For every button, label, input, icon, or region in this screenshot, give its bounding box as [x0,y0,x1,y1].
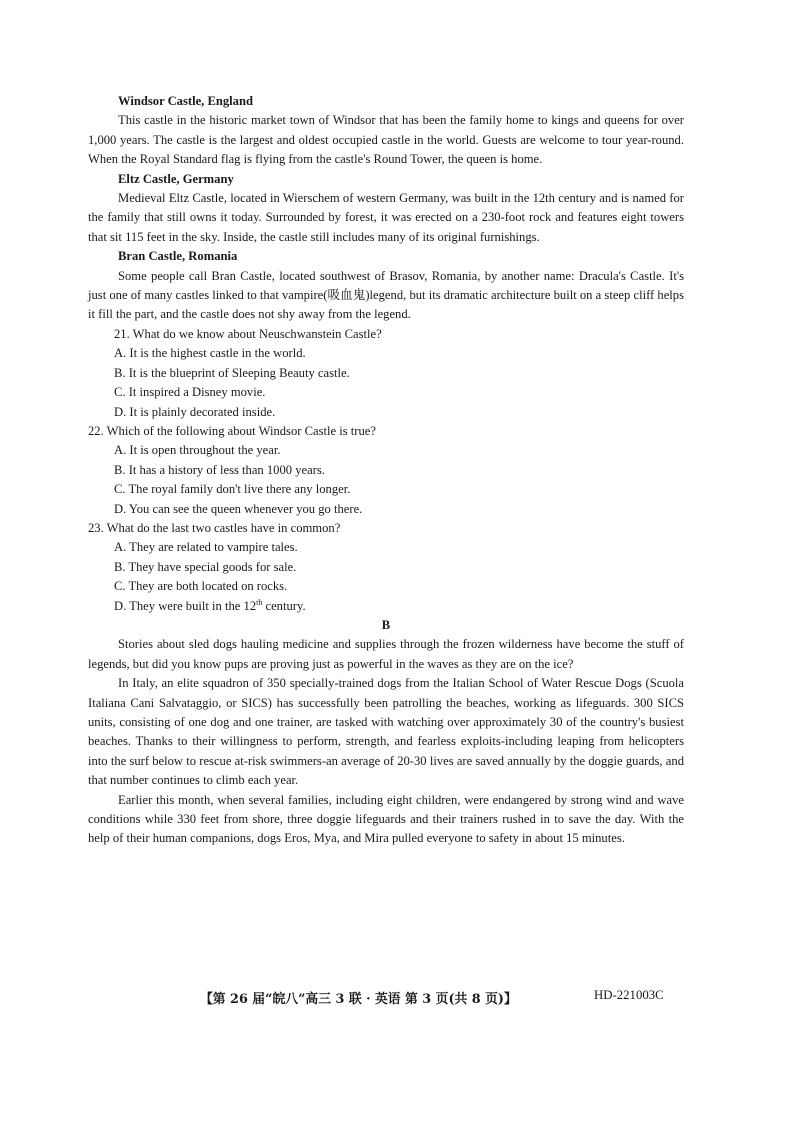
q23-option-d-tail: century. [262,598,306,613]
windsor-text: This castle in the historic market town of Windsor that has been the family home to kings and queens for over 1,000 years. The castle is the largest and oldest occupied castle in the world. Guests are welcome to tour year-round. When the Royal Standard flag is flying from the castle's Round Tower, the queen is home. [88,113,684,167]
q23-option-a: A. They are related to vampire tales. [114,540,298,555]
q23-option-d [114,597,684,616]
bran-heading: Bran Castle, Romania [118,249,238,264]
q21-option-d: D. It is plainly decorated inside. [114,404,276,419]
exam-code: HD-221003C [594,988,664,1002]
section-b-label: B [381,617,391,632]
windsor-heading: Windsor Castle, England [118,94,253,108]
eltz-heading: Eltz Castle, Germany [118,171,234,186]
q21-option-a: A. It is the highest castle in the world. [114,346,306,361]
question-21: 21. What do we know about Neuschwanstein Castle? [114,326,382,341]
q23-option-d-superscript: th [256,597,263,607]
section-b-paragraph-1: Stories about sled dogs hauling medicine and supplies through the frozen wilderness have become the stuff of legends, but did you know pups are proving just as powerful in the waves as they are on the ice? [88,637,684,671]
q22-option-c: C. The royal family don't live there any longer. [114,482,351,497]
section-b-paragraph-3: Earlier this month, when several families, including eight children, were endangered by strong wind and wave conditions while 330 feet from shore, three doggie lifeguards and their trainers rushed in to save the day. With the help of their human companions, dogs Eros, Mya, and Mira pulled everyone to safety in about 15 minutes. [88,792,684,846]
bran-text: Some people call Bran Castle, located southwest of Brasov, Romania, by another name: Dracula's Castle. It's just one of many castles linked to that vampire(吸血鬼)legend, but its dramatic architecture built on a steep cliff helps it fill the part, and the castle does not shy away from the legend. [88,268,684,322]
question-23: 23. What do the last two castles have in common? [88,520,341,535]
q21-option-c: C. It inspired a Disney movie. [114,385,266,400]
exam-page [88,92,684,849]
question-22: 22. Which of the following about Windsor Castle is true? [88,423,376,438]
q23-option-b: B. They have special goods for sale. [114,559,297,574]
q22-option-a: A. It is open throughout the year. [114,443,281,458]
q22-option-d: D. You can see the queen whenever you go there. [114,501,363,516]
page-footer: 【第 26 届“皖八”高三 3 联 · 英语 第 3 页(共 8 页)】 [200,992,517,1007]
q22-option-b: B. It has a history of less than 1000 years. [114,462,325,477]
eltz-text: Medieval Eltz Castle, located in Wierschem of western Germany, was built in the 12th century and is named for the family that still owns it today. Surrounded by forest, it was erected on a 230-foot rock and features eight towers that sit 115 feet in the sky. Inside, the castle still includes many of its original furnishings. [88,191,684,244]
q23-option-d-text: D. They were built in the 12 [114,598,257,613]
q23-option-c: C. They are both located on rocks. [114,579,288,594]
section-b-paragraph-2: In Italy, an elite squadron of 350 specially-trained dogs from the Italian School of Water Rescue Dogs (Scuola Italiana Cani Salvataggio, or SICS) has successfully been patrolling the beaches, working as lifeguards. 300 SICS units, consisting of one dog and one trainer, are tasked with watching over approximately 30 of the country's busiest beaches. Thanks to their willingness to perform, strength, and fearless exploits-including leaping from helicopters into the surf below to rescue at-risk swimmers-an average of 20-30 lives are saved annually by the doggie guards, and that number continues to climb each year. [88,676,684,788]
q21-option-b: B. It is the blueprint of Sleeping Beauty castle. [114,365,350,380]
